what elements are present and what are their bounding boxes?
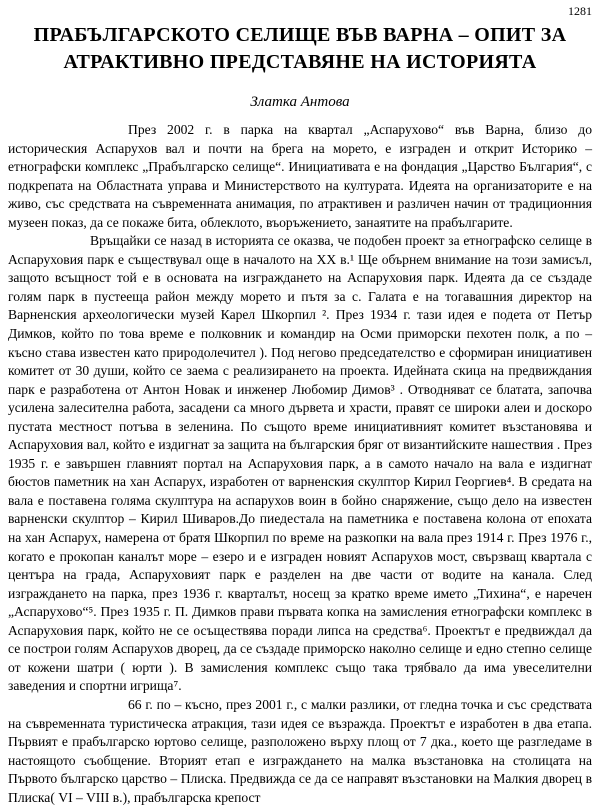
paragraph: Връщайки се назад в историята се оказва, че подобен проект за етнографско селище в Аспаруховия парк е съществувал още в началото на XX в.¹ Ще обърнем внимание на този замисъл, защото всъщност той е в основата на изграждането на Аспаруховия парк. Идеята да се създаде голям парк в пустееща район между морето и пътя за с. Галата е на тогавашния директор на Варненския археологически музей Карел Шкорпил ². През 1934 г. тази идея е подета от Петър Димков, който по това време е полковник и командир на Осми приморски пехотен полк, а по – късно става известен като природолечител ). Под негово председателство е сформиран инициативен комитет от 30 души, който се заема с реализирането на проекта. Идейната скица на предвиждания парк е разработена от Антон Новак и инженер Любомир Димов³ . Отводняват се блатата, започва усилена залесителна работа, засадени са много дървета и храсти, правят се широки алеи и доскоро пустата местност потъва в зеленина. По същото време инициативният комитет възстановява и Аспаруховия вал, който е издигнат за защита на българския бряг от византийските нашествия . През 1935 г. е завършен главният портал на Аспаруховия парк, а в самото начало на вала е издигнат бюстов паметник на хан Аспарух, изработен от варненския скулптор Кирил Георгиев⁴. В средата на вала е поставена голяма скулптура на аспарухов воин в бойно снаряжение, също дело на известен варненски скулптор – Кирил Шиваров.До пиедестала на паметника е поставена колона от епохата на хан Аспарух, намерена от братя Шкорпил по време на разкопки на вала през 1914 г. През 1976 г., когато е прокопан каналът море – езеро и е изграден новият Аспарухов мост, свързващ квартала с центъра на града, Аспаруховият парк е разделен на две части от водите на канала. След изграждането на парка, през 1936 г. кварталът, носещ за кратко време името „Тихина“, е наречен „Аспарухово“⁵. През 1935 г. П. Димков прави първата копка на замисления етнографски комплекс в Аспаруховия парк, който не се осъществява поради липса на средства⁶. Проектът е предвиждал да се построи голям Аспарухов дворец, да се създаде приморско наколно селище и едно степно селище от кожени шатри ( юрти ). В замисления комплекс също така трябвало да има увеселителни заведения и спортни игрища⁷. bbox=[8, 233, 592, 694]
article-body bbox=[8, 121, 592, 807]
title-line-1: ПРАБЪЛГАРСКОТО СЕЛИЩЕ ВЪВ ВАРНА – ОПИТ ЗА bbox=[33, 24, 567, 46]
author-name: Златка Антова bbox=[250, 94, 350, 110]
page-number: 1281 bbox=[568, 4, 592, 18]
paragraph: През 2002 г. в парка на квартал „Аспарухово“ във Варна, близо до историческия Аспарухов вал и почти на брега на морето, е изграден и открит Историко – етнографски комплекс „Прабългарско селище“. Инициативата е на фондация „Царство България“, с подкрепата на Областната управа и Министерството на културата. Идеята на организаторите е на живо, със средствата на съвременната анимация, по атрактивен и различен начин от традиционния музеен показ, да се покаже бита, облеклото, въоръжението, занаятите на прабългарите. bbox=[8, 122, 592, 230]
article-title bbox=[20, 22, 580, 76]
paragraph: 66 г. по – късно, през 2001 г., с малки разлики, от гледна точка и със средствата на съвременната туристическа атракция, тази идея се възражда. Проектът е изработен в два етапа. Първият е прабългарско юртово селище, разположено върху площ от 7 дка., което ще разгледаме в настоящото съобщение. Вторият етап е изграждането на малка възстановка на столицата на Първото българско царство – Плиска. Предвижда се да се направят възстановки на Малкия дворец в Плиска( VI – VIII в.), прабългарска крепост bbox=[8, 696, 592, 805]
title-line-2: АТРАКТИВНО ПРЕДСТАВЯНЕ НА ИСТОРИЯТА bbox=[63, 51, 537, 73]
